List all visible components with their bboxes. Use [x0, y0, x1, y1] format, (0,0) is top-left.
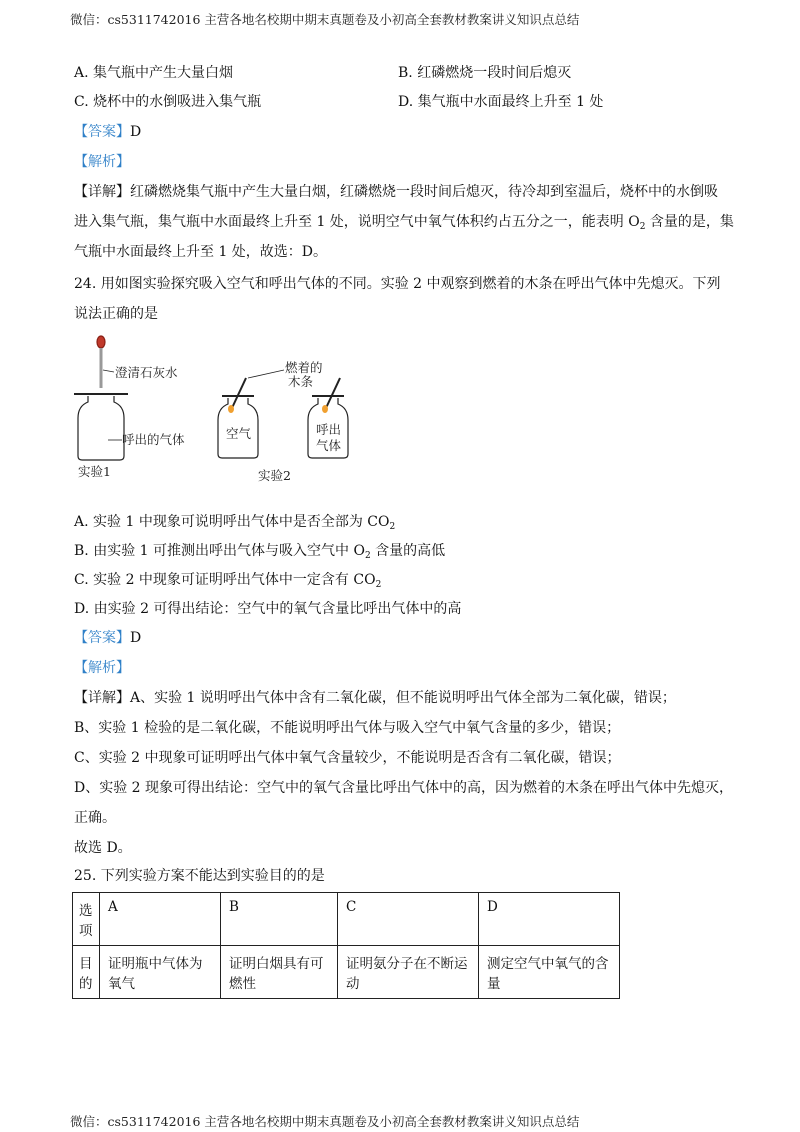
q23-option-d: D. 集气瓶中水面最终上升至 1 处	[398, 94, 604, 110]
q24-detail-b: B、实验 1 检验的是二氧化碳，不能说明呼出气体与吸入空气中氧气含量的多少，错误；	[74, 720, 621, 736]
wood-stick	[232, 378, 246, 408]
q24-analysis-tag: 【解析】	[74, 660, 130, 676]
page-footer: 微信：cs5311742016 主营各地名校期中期末真题卷及小初高全套教材教案讲义知识点总结	[70, 1114, 580, 1129]
option-text: C. 实验 2 中现象可证明呼出气体中一定含有 CO	[74, 572, 376, 588]
q23-detail-line3: 气瓶中水面最终上升至 1 处，故选：D。	[74, 244, 328, 260]
table-header-cell: D	[479, 893, 620, 946]
leader-line	[103, 370, 114, 372]
table-row	[73, 893, 620, 946]
q23-detail-line2	[74, 212, 734, 237]
q25-stem: 25. 下列实验方案不能达到实验目的的是	[74, 868, 325, 884]
table-row	[73, 946, 620, 999]
q23-answer	[74, 122, 141, 142]
subscript: 2	[389, 522, 396, 532]
limewater-label: 澄清石灰水	[115, 365, 178, 380]
answer-tag: 【答案】	[74, 124, 130, 140]
table-header-cell: C	[338, 893, 479, 946]
option-text: 含量的高低	[370, 543, 446, 559]
q24-detail-c: C、实验 2 中现象可证明呼出气体中氧气含量较少，不能说明是否含有二氧化碳，错误；	[74, 750, 621, 766]
exp1-apparatus	[74, 336, 128, 460]
table-cell: 证明氨分子在不断运动	[338, 946, 479, 999]
flame-icon	[322, 405, 328, 413]
q24-option-d: D. 由实验 2 可得出结论：空气中的氧气含量比呼出气体中的高	[74, 601, 462, 617]
q24-figure	[70, 330, 370, 490]
burning-label-2: 木条	[288, 374, 314, 389]
exhaled2-label-2: 气体	[316, 438, 342, 453]
detail-text: 含量的是，集	[645, 214, 734, 230]
subscript: 2	[375, 580, 382, 590]
q24-detail-d1: D、实验 2 现象可得出结论：空气中的氧气含量比呼出气体中的高，因为燃着的木条在呼出气体中先熄灭，	[74, 780, 734, 796]
answer-tag: 【答案】	[74, 630, 130, 646]
exhaled2-label-1: 呼出	[316, 422, 342, 437]
detail-text: A、实验 1 说明呼出气体中含有二氧化碳，但不能说明呼出气体全部为二氧化碳，错误；	[130, 690, 676, 706]
option-text: A. 实验 1 中现象可说明呼出气体中是否全部为 CO	[74, 514, 390, 530]
q24-detail-a	[74, 688, 676, 708]
q23-analysis-tag: 【解析】	[74, 154, 130, 170]
q24-answer	[74, 628, 141, 648]
detail-text: 进入集气瓶，集气瓶中水面最终上升至 1 处，说明空气中氧气体积约占五分之一，能表明 O	[74, 214, 640, 230]
q24-option-a	[74, 512, 395, 537]
table-cell: 证明白烟具有可燃性	[221, 946, 338, 999]
table-cell: 测定空气中氧气的含量	[479, 946, 620, 999]
leader-line	[248, 370, 284, 378]
q25-table	[72, 892, 620, 999]
table-header-cell: B	[221, 893, 338, 946]
page-header: 微信：cs5311742016 主营各地名校期中期末真题卷及小初高全套教材教案讲义知识点总结	[70, 12, 580, 27]
dropper-bulb	[97, 336, 105, 348]
q23-option-c: C. 烧杯中的水倒吸进入集气瓶	[74, 94, 262, 110]
exhaled-label: 呼出的气体	[122, 432, 185, 447]
q24-option-c	[74, 570, 381, 595]
answer-value: D	[130, 124, 142, 140]
q23-option-b: B. 红磷燃烧一段时间后熄灭	[398, 65, 572, 81]
air-label: 空气	[226, 426, 252, 441]
exp1-label: 实验1	[78, 464, 111, 479]
exp2-label: 实验2	[258, 468, 291, 483]
q23-option-a: A. 集气瓶中产生大量白烟	[74, 65, 234, 81]
q24-detail-d2: 正确。	[74, 810, 116, 826]
subscript: 2	[639, 222, 646, 232]
detail-text: 红磷燃烧集气瓶中产生大量白烟，红磷燃烧一段时间后熄灭，待冷却到室温后，烧杯中的水倒吸	[130, 184, 718, 200]
option-text: B. 由实验 1 可推测出呼出气体与吸入空气中 O	[74, 543, 365, 559]
flame-icon	[228, 405, 234, 413]
detail-tag: 【详解】	[74, 184, 130, 200]
burning-label-1: 燃着的	[285, 360, 323, 375]
q23-detail-line1	[74, 182, 718, 202]
answer-value: D	[130, 630, 142, 646]
table-cell: 证明瓶中气体为氧气	[100, 946, 221, 999]
table-header-cell: A	[100, 893, 221, 946]
gas-bottle	[78, 396, 124, 460]
subscript: 2	[364, 551, 371, 561]
q24-option-b	[74, 541, 445, 566]
table-header-cell: 选项	[73, 893, 100, 946]
table-cell: 目的	[73, 946, 100, 999]
q24-stem-line2: 说法正确的是	[74, 306, 158, 322]
detail-tag: 【详解】	[74, 690, 130, 706]
q24-conclusion: 故选 D。	[74, 840, 132, 856]
q24-stem-line1: 24. 用如图实验探究吸入空气和呼出气体的不同。实验 2 中观察到燃着的木条在呼出气体中先熄灭。下列	[74, 276, 721, 292]
